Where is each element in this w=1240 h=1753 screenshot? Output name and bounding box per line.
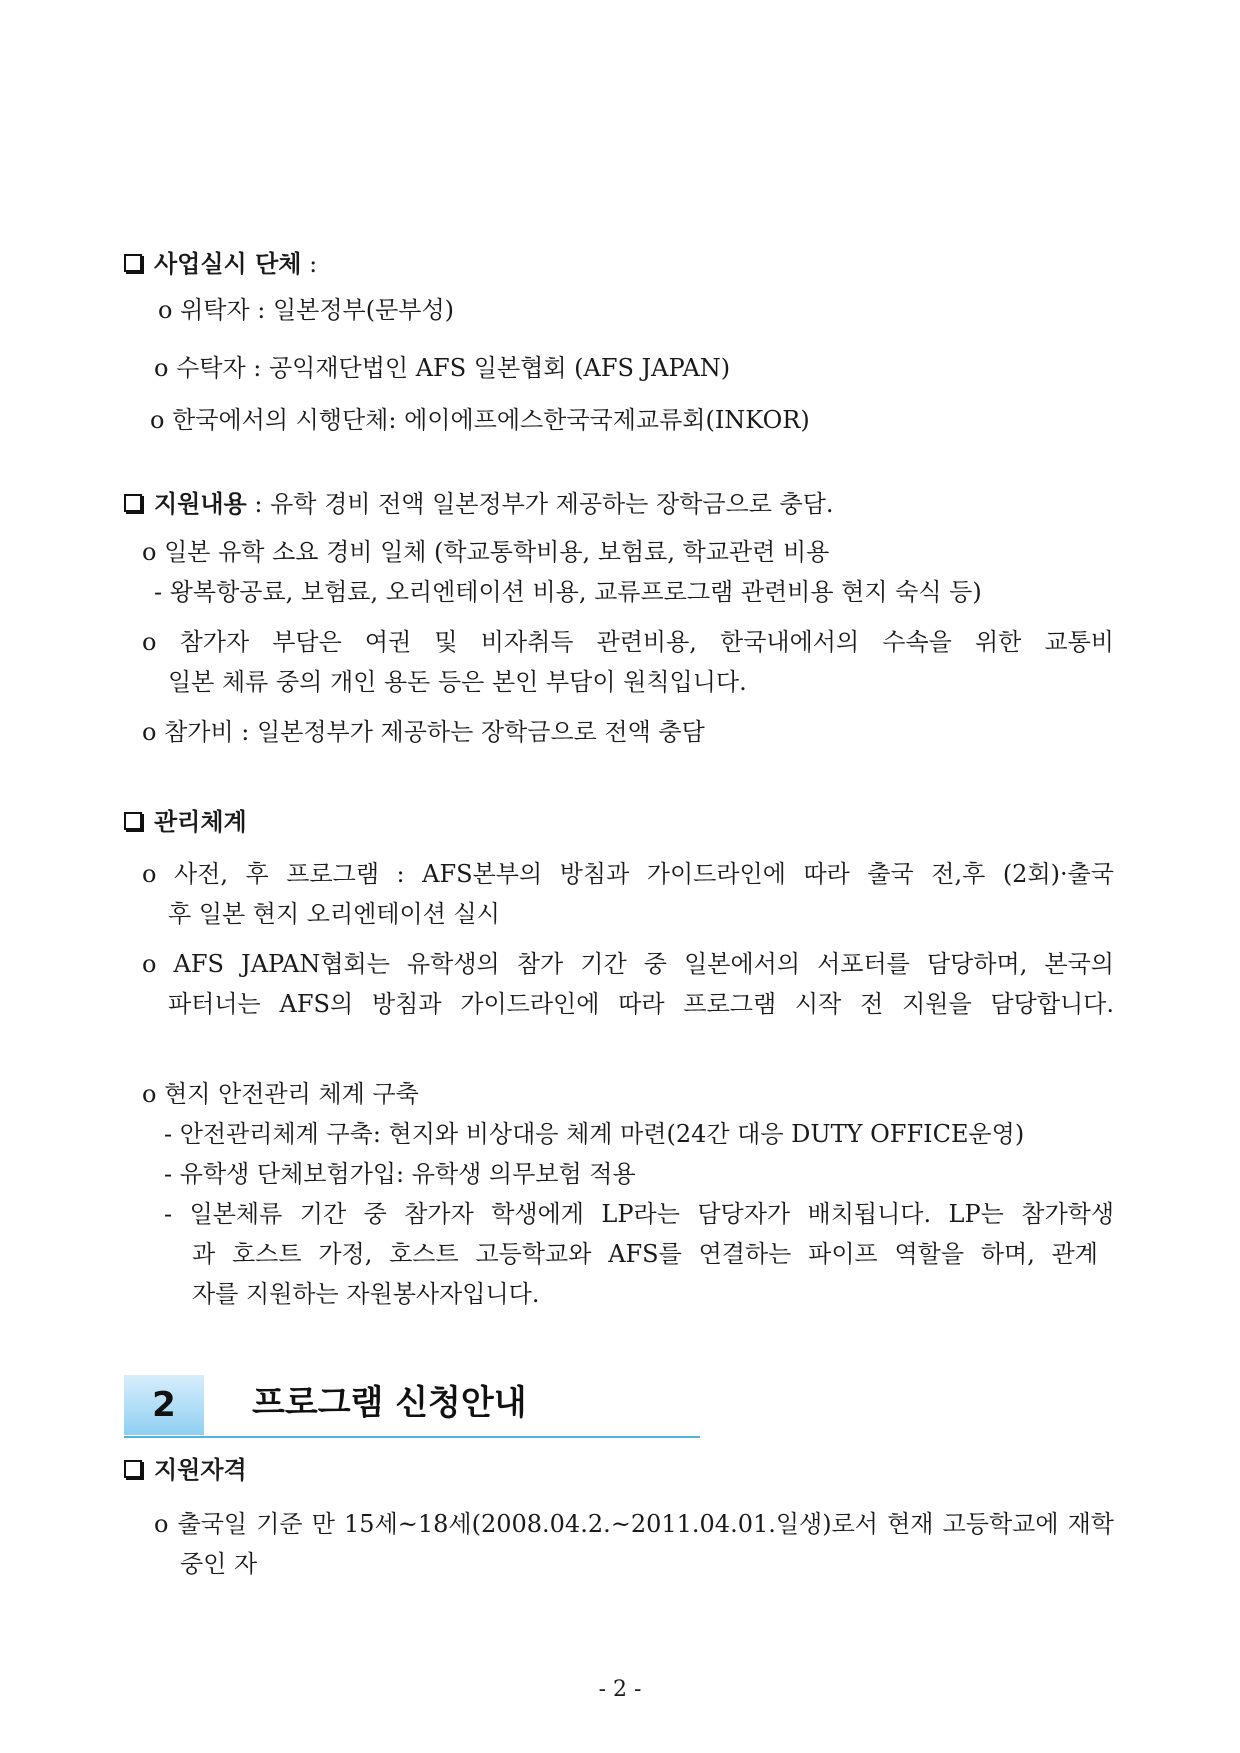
manage-p2-line-1: o AFS JAPAN협회는 유학생의 참가 기간 중 일본에서의 서포터를 담당하며, 본국의 <box>142 950 1114 978</box>
checkbox-bullet-icon <box>124 812 142 830</box>
qualification-line-2: 중인 자 <box>180 1550 258 1578</box>
support-line-3: o 참가자 부담은 여권 및 비자취득 관련비용, 한국내에서의 수속을 위한 교통비 <box>142 628 1114 656</box>
support-line-5: o 참가비 : 일본정부가 제공하는 장학금으로 전액 충담 <box>142 718 705 746</box>
manage-p1-line-1: o 사전, 후 프로그램 : AFS본부의 방침과 가이드라인에 따라 출국 전,후 (2회)·출국 <box>142 860 1114 888</box>
checkbox-bullet-icon <box>124 254 142 272</box>
section-2-banner <box>124 1375 700 1439</box>
manage-detail-3-line-1: - 일본체류 기간 중 참가자 학생에게 LP라는 담당자가 배치됩니다. LP는 참가학생 <box>164 1200 1114 1228</box>
manage-detail-3-line-2: 과 호스트 가정, 호스트 고등학교와 AFS를 연결하는 파이프 역할을 하며, 관계 <box>192 1240 1098 1268</box>
heading-manage <box>124 806 247 838</box>
checkbox-bullet-icon <box>124 1460 142 1478</box>
support-line-1: o 일본 유학 소요 경비 일체 (학교통학비용, 보험료, 학교관련 비용 <box>142 538 830 566</box>
heading-org-rest: : <box>301 250 318 278</box>
manage-p3: o 현지 안전관리 체계 구축 <box>142 1080 419 1108</box>
org-item-3: o 한국에서의 시행단체: 에이에프에스한국국제교류회(INKOR) <box>150 406 810 434</box>
support-line-2: - 왕복항공료, 보험료, 오리엔테이션 비용, 교류프로그램 관련비용 현지 숙식 등) <box>154 578 982 606</box>
manage-p1-line-2: 후 일본 현지 오리엔테이션 실시 <box>168 900 500 928</box>
org-item-2: o 수탁자 : 공익재단법인 AFS 일본협회 (AFS JAPAN) <box>154 354 731 382</box>
manage-p2-line-2: 파터너는 AFS의 방침과 가이드라인에 따라 프로그램 시작 전 지원을 담당합니다. <box>168 990 1114 1018</box>
support-line-4: 일본 체류 중의 개인 용돈 등은 본인 부담이 원칙입니다. <box>168 668 747 696</box>
qualification-line-1: o 출국일 기준 만 15세~18세(2008.04.2.~2011.04.01.일생)로서 현재 고등학교에 재학 <box>154 1510 1114 1538</box>
page-number: - 2 - <box>598 1677 642 1702</box>
org-item-1: o 위탁자 : 일본정부(문부성) <box>158 296 454 324</box>
manage-detail-3-line-3: 자를 지원하는 자원봉사자입니다. <box>192 1280 540 1308</box>
section-underline <box>124 1436 700 1438</box>
heading-support-rest: : 유학 경비 전액 일본정부가 제공하는 장학금으로 충담. <box>246 490 834 518</box>
checkbox-bullet-icon <box>124 494 142 512</box>
heading-org <box>124 248 317 280</box>
manage-detail-2: - 유학생 단체보험가입: 유학생 의무보험 적용 <box>164 1160 636 1188</box>
manage-detail-1: - 안전관리체계 구축: 현지와 비상대응 체계 마련(24간 대응 DUTY OFFICE운영) <box>164 1120 1025 1148</box>
section-title: 프로그램 신청안내 <box>252 1383 527 1423</box>
heading-support <box>124 488 834 520</box>
heading-qualification <box>124 1454 247 1486</box>
heading-manage-title: 관리체계 <box>154 808 247 836</box>
heading-org-title: 사업실시 단체 <box>154 250 302 278</box>
heading-support-title: 지원내용 <box>154 490 247 518</box>
section-number: 2 <box>124 1375 204 1435</box>
heading-qualification-title: 지원자격 <box>154 1456 247 1484</box>
